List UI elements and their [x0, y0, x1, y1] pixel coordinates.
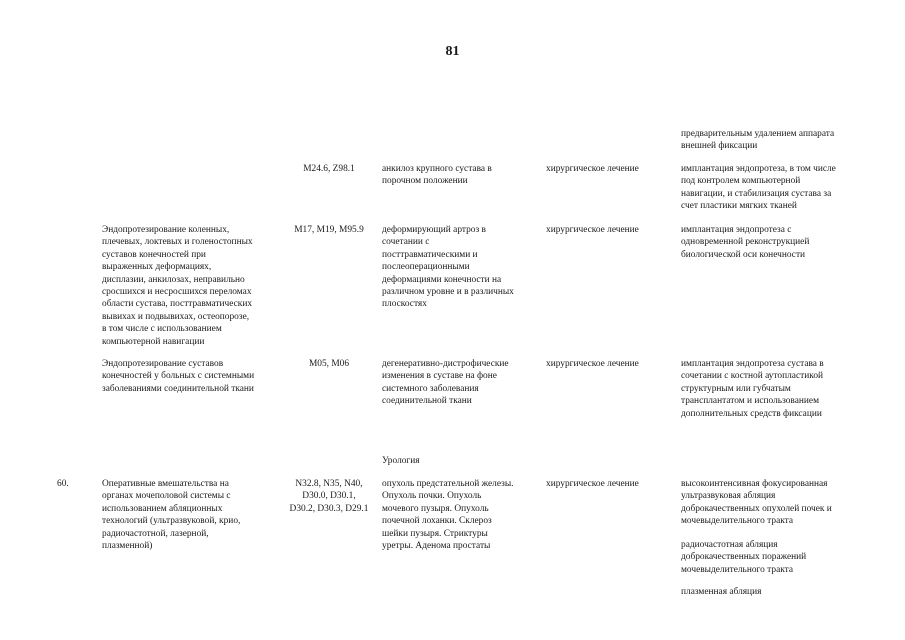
patient-model: деформирующий артроз в сочетании с посттравматическими и послеоперационными деформациями конечности на различном уровне и в различных плоскостях — [382, 225, 514, 310]
treatment-type: хирургическое лечение — [546, 479, 639, 489]
method-text: предварительным удалением аппарата внешней фиксации — [681, 129, 835, 152]
method-text: имплантация эндопротеза, в том числе под контролем компьютерной навигации, и стабилизация сустава за счет пластики мягких тканей — [681, 164, 836, 212]
treatment-type: хирургическое лечение — [546, 164, 639, 174]
method-text: высокоинтенсивная фокусированная ультразвуковая абляция доброкачественных опухолей почек и мочевыделительного тракта — [681, 479, 832, 527]
patient-model: опухоль предстательной железы. Опухоль почки. Опухоль мочевого пузыря. Опухоль почечной лоханки. Склероз шейки пузыря. Стриктуры уретры. Аденома простаты — [382, 479, 514, 552]
treatment-type: хирургическое лечение — [546, 225, 639, 235]
page-number: 81 — [445, 44, 460, 59]
method-text: имплантация эндопротеза сустава в сочетании с костной аутопластикой структурным или губчатым трансплантатом и использованием дополнительных средств фиксации — [681, 359, 824, 419]
method-text: плазменная абляция — [681, 587, 762, 597]
diagnosis-codes: M24.6, Z98.1 — [303, 164, 355, 174]
diagnosis-codes: M17, M19, M95.9 — [294, 225, 364, 235]
procedure-name: Эндопротезирование суставов конечностей у больных с системными заболеваниями соединительной ткани — [102, 359, 255, 394]
row-number: 60. — [57, 479, 69, 489]
patient-model: дегенеративно-дистрофические изменения в суставе на фоне системного заболевания соединительной ткани — [382, 359, 509, 407]
diagnosis-codes: M05, M06 — [308, 359, 350, 369]
method-text: радиочастотная абляция доброкачественных поражений мочевыделительного тракта — [681, 540, 807, 575]
patient-model: анкилоз крупного сустава в порочном положении — [382, 164, 492, 187]
treatment-type: хирургическое лечение — [546, 359, 639, 369]
procedure-name: Оперативные вмешательства на органах мочеполовой системы с использованием абляционных технологий (ультразвуковой, крио, радиочастотной, лазерной, плазменной) — [102, 479, 241, 552]
section-heading: Урология — [382, 456, 420, 466]
method-text: имплантация эндопротеза с одновременной реконструкцией биологической оси конечности — [681, 225, 810, 260]
procedure-name: Эндопротезирование коленных, плечевых, локтевых и голеностопных суставов конечностей при выраженных деформациях, дисплазии, анкилозах, неправильно сросшихся и несросшихся переломах области сустава, посттравматических вывихах и подвывихах, остеопорозе, в том числе с использованием компьютерной навигации — [102, 225, 253, 347]
diagnosis-codes: N32.8, N35, N40, D30.0, D30.1, D30.2, D30.3, D29.1 — [289, 479, 369, 514]
